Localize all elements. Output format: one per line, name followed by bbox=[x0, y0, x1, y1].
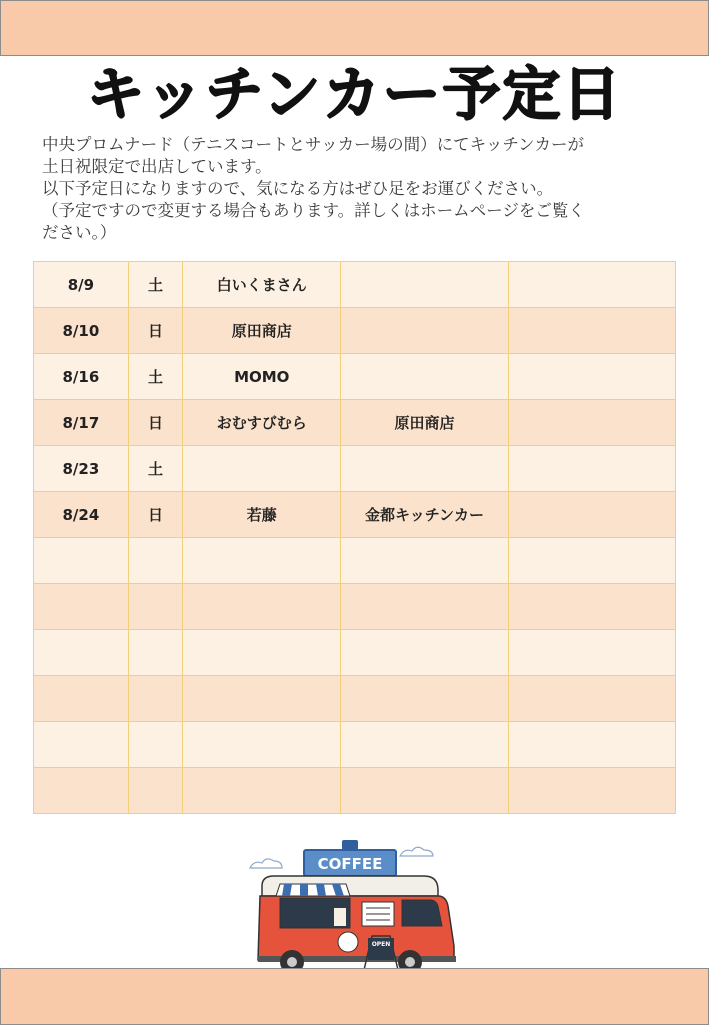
vendor-cell bbox=[508, 492, 675, 538]
intro-line: 土日祝限定で出店しています。 bbox=[42, 157, 272, 176]
day-cell bbox=[128, 722, 182, 768]
day-cell bbox=[128, 676, 182, 722]
vendor-cell: 白いくまさん bbox=[183, 262, 341, 308]
vendor-cell bbox=[341, 768, 508, 814]
day-cell: 土 bbox=[128, 446, 182, 492]
vendor-cell bbox=[341, 538, 508, 584]
date-cell: 8/10 bbox=[34, 308, 129, 354]
table-row bbox=[34, 446, 676, 492]
coffee-truck-illustration bbox=[240, 838, 466, 984]
table-row bbox=[34, 308, 676, 354]
vendor-cell: 若藤 bbox=[183, 492, 341, 538]
day-cell bbox=[128, 584, 182, 630]
day-cell: 土 bbox=[128, 354, 182, 400]
vendor-cell bbox=[508, 768, 675, 814]
intro-line: 以下予定日になりますので、気になる方はぜひ足をお運びください。 bbox=[42, 179, 554, 198]
date-cell bbox=[34, 722, 129, 768]
date-cell: 8/16 bbox=[34, 354, 129, 400]
vendor-cell bbox=[183, 538, 341, 584]
date-cell bbox=[34, 584, 129, 630]
date-cell: 8/24 bbox=[34, 492, 129, 538]
date-cell: 8/17 bbox=[34, 400, 129, 446]
intro-text bbox=[42, 134, 672, 244]
coffee-sign-text: COFFEE bbox=[317, 855, 383, 873]
cup-icon bbox=[334, 908, 346, 926]
day-cell bbox=[128, 630, 182, 676]
vendor-cell bbox=[508, 400, 675, 446]
vendor-cell bbox=[341, 446, 508, 492]
vendor-cell bbox=[341, 308, 508, 354]
awning bbox=[276, 884, 350, 896]
footer-band bbox=[0, 968, 709, 1025]
intro-line: ださい。） bbox=[42, 223, 117, 242]
date-cell: 8/23 bbox=[34, 446, 129, 492]
table-row bbox=[34, 722, 676, 768]
vendor-cell bbox=[183, 584, 341, 630]
table-row bbox=[34, 584, 676, 630]
table-row bbox=[34, 354, 676, 400]
vendor-cell bbox=[508, 354, 675, 400]
table-row bbox=[34, 262, 676, 308]
vendor-cell: MOMO bbox=[183, 354, 341, 400]
open-sign-text: OPEN bbox=[371, 941, 391, 948]
vendor-cell bbox=[508, 446, 675, 492]
vendor-cell bbox=[341, 584, 508, 630]
vendor-cell: おむすびむら bbox=[183, 400, 341, 446]
vendor-cell bbox=[183, 446, 341, 492]
vendor-cell bbox=[183, 768, 341, 814]
vendor-cell bbox=[183, 630, 341, 676]
vendor-cell: 原田商店 bbox=[183, 308, 341, 354]
vendor-cell: 金都キッチンカー bbox=[341, 492, 508, 538]
sign-cap bbox=[342, 840, 358, 850]
table-row bbox=[34, 538, 676, 584]
vendor-cell bbox=[341, 722, 508, 768]
vendor-cell bbox=[508, 630, 675, 676]
day-cell: 日 bbox=[128, 400, 182, 446]
date-cell bbox=[34, 768, 129, 814]
day-cell: 日 bbox=[128, 492, 182, 538]
vendor-cell bbox=[508, 538, 675, 584]
open-sign-board bbox=[364, 936, 398, 970]
intro-line: 中央プロムナード（テニスコートとサッカー場の間）にてキッチンカーが bbox=[42, 135, 585, 154]
day-cell bbox=[128, 538, 182, 584]
table-row bbox=[34, 676, 676, 722]
vendor-cell: 原田商店 bbox=[341, 400, 508, 446]
vendor-cell bbox=[508, 676, 675, 722]
date-cell bbox=[34, 538, 129, 584]
table-row bbox=[34, 630, 676, 676]
day-cell bbox=[128, 768, 182, 814]
header-band bbox=[0, 0, 709, 56]
day-cell: 土 bbox=[128, 262, 182, 308]
date-cell bbox=[34, 630, 129, 676]
schedule-table bbox=[33, 261, 676, 814]
vendor-cell bbox=[508, 262, 675, 308]
vendor-cell bbox=[508, 308, 675, 354]
vendor-cell bbox=[183, 676, 341, 722]
intro-line: （予定ですので変更する場合もあります。詳しくはホームページをご覧く bbox=[42, 201, 585, 220]
day-cell: 日 bbox=[128, 308, 182, 354]
table-row bbox=[34, 400, 676, 446]
vendor-cell bbox=[341, 354, 508, 400]
vendor-cell bbox=[341, 630, 508, 676]
page-title: キッチンカー予定日 bbox=[86, 60, 623, 128]
coffee-truck-icon bbox=[240, 838, 466, 984]
vendor-cell bbox=[183, 722, 341, 768]
date-cell bbox=[34, 676, 129, 722]
vendor-cell bbox=[508, 584, 675, 630]
vendor-cell bbox=[341, 262, 508, 308]
cab-window bbox=[402, 900, 442, 926]
table-row bbox=[34, 768, 676, 814]
vendor-cell bbox=[508, 722, 675, 768]
vendor-cell bbox=[341, 676, 508, 722]
table-row bbox=[34, 492, 676, 538]
coffee-logo-icon bbox=[338, 932, 358, 952]
date-cell: 8/9 bbox=[34, 262, 129, 308]
